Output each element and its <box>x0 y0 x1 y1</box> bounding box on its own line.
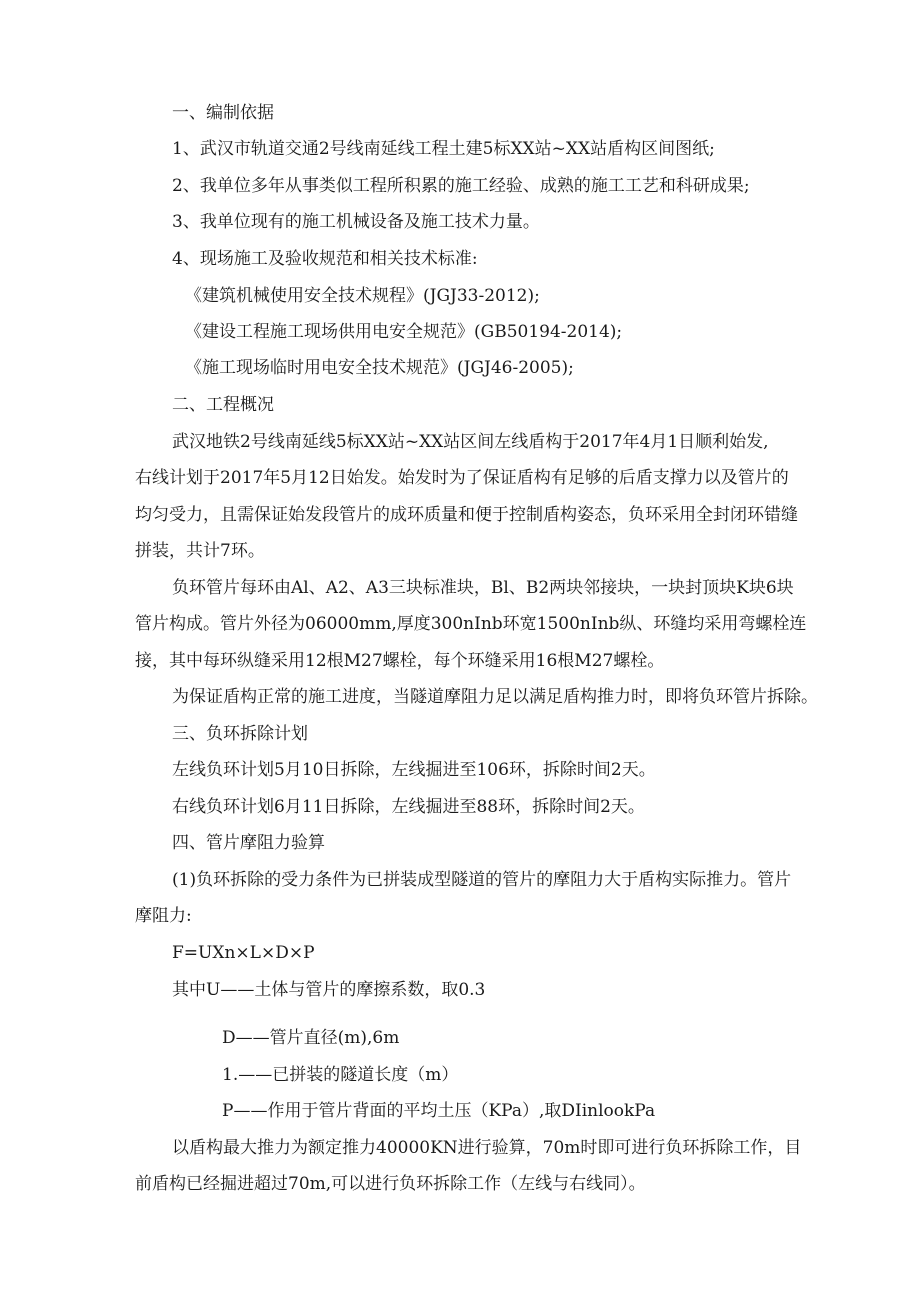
where-u: 其中U——土体与管片的摩擦系数，取0.3 <box>172 980 486 1000</box>
section-2-heading: 二、工程概况 <box>172 395 274 415</box>
standard-ref-2: 《建设工程施工现场供用电安全规范》(GB50194-2014); <box>185 322 623 342</box>
basis-item-3: 3、我单位现有的施工机械设备及施工技术力量。 <box>172 212 540 232</box>
friction-p1-line-1: (1)负环拆除的受力条件为已拼装成型隧道的管片的摩阻力大于盾构实际推力。管片 <box>172 870 792 890</box>
basis-item-1: 1、武汉市轨道交通2号线南延线工程土建5标XX站~XX站盾构区间图纸; <box>172 139 715 159</box>
section-3-heading: 三、负环拆除计划 <box>172 724 308 744</box>
section-4-heading: 四、管片摩阻力验算 <box>172 833 325 853</box>
overview-p1-line-2: 右线计划于2017年5月12日始发。始发时为了保证盾构有足够的后盾支撑力以及管片的 <box>135 468 789 488</box>
friction-p1-line-2: 摩阻力: <box>135 906 192 926</box>
basis-item-2: 2、我单位多年从事类似工程所积累的施工经验、成熟的施工工艺和科研成果; <box>172 176 750 196</box>
where-p: P——作用于管片背面的平均土压（KPa）,取DIinlookPa <box>222 1101 656 1121</box>
plan-right-line: 右线负环计划6月11日拆除，左线掘进至88环，拆除时间2天。 <box>172 797 645 817</box>
basis-item-4: 4、现场施工及验收规范和相关技术标准: <box>172 249 478 269</box>
friction-p2-line-2: 前盾构已经掘进超过70m,可以进行负环拆除工作（左线与右线同）。 <box>135 1174 646 1194</box>
overview-p3: 为保证盾构正常的施工进度，当隧道摩阻力足以满足盾构推力时，即将负环管片拆除。 <box>172 687 818 707</box>
friction-formula: F=UXn×L×D×P <box>172 943 315 963</box>
friction-p2-line-1: 以盾构最大推力为额定推力40000KN进行验算，70m时即可进行负环拆除工作，目 <box>172 1138 802 1158</box>
overview-p2-line-1: 负环管片每环由Al、A2、A3三块标准块，Bl、B2两块邻接块，一块封顶块K块6块 <box>172 578 794 598</box>
plan-left-line: 左线负环计划5月10日拆除，左线掘进至106环，拆除时间2天。 <box>172 760 656 780</box>
where-l: 1.——已拼装的隧道长度（m） <box>222 1065 459 1085</box>
standard-ref-3: 《施工现场临时用电安全技术规范》(JGJ46-2005); <box>185 358 574 378</box>
overview-p2-line-2: 管片构成。管片外径为06000mm,厚度300nInb环宽1500nInb纵、环缝均采用弯螺栓连 <box>135 614 807 634</box>
overview-p1-line-4: 拼装，共计7环。 <box>135 541 265 561</box>
overview-p1-line-3: 均匀受力，且需保证始发段管片的成环质量和便于控制盾构姿态，负环采用全封闭环错缝 <box>135 505 798 525</box>
overview-p1-line-1: 武汉地铁2号线南延线5标XX站~XX站区间左线盾构于2017年4月1日顺利始发, <box>172 432 769 452</box>
section-1-heading: 一、编制依据 <box>172 103 274 123</box>
overview-p2-line-3: 接，其中每环纵缝采用12根M27螺栓，每个环缝采用16根M27螺栓。 <box>135 651 665 671</box>
standard-ref-1: 《建筑机械使用安全技术规程》(JGJ33-2012); <box>185 286 540 306</box>
where-d: D——管片直径(m),6m <box>222 1028 400 1048</box>
